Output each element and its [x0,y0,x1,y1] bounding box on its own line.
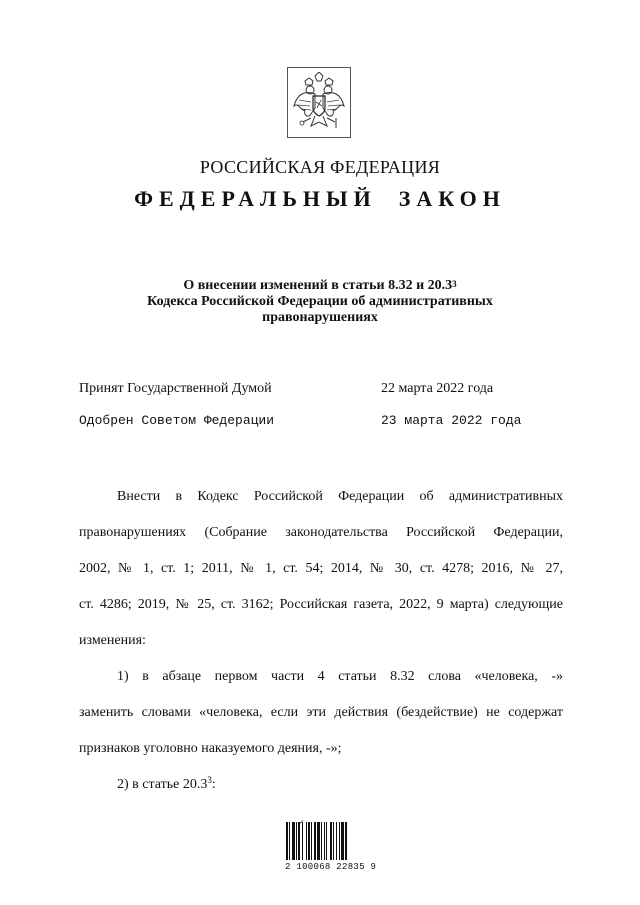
barcode-bar [289,822,290,860]
intro-line-1: Внести в Кодекс Российской Федерации об административных [117,489,563,504]
barcode-digits: 2 100068 22835 9 [285,862,377,872]
intro-line-2: правонарушениях (Собрание законодательства Российской Федерации, [79,525,563,540]
barcode-bar [345,822,347,860]
subject-line-2: Кодекса Российской Федерации об административных [147,294,493,309]
barcode-bar [341,822,344,860]
barcode-bar [330,822,332,860]
item2-line: 2) в статье 20.3$^3$: [117,775,216,792]
subject-superscript: 3 [452,279,457,289]
approved-date: 23 марта 2022 года [381,413,522,428]
item1-line-3: признаков уголовно наказуемого деяния, -»; [79,741,342,756]
subject-line-3: правонарушениях [262,310,378,325]
item2-superscript: 3 [207,775,212,785]
barcode-bar [339,822,340,860]
barcode-bar [333,822,334,860]
adopted-date: 22 марта 2022 года [381,381,494,396]
item1-line-1: 1) в абзаце первом части 4 статьи 8.32 слова «человека, -» [117,669,563,684]
barcode-bar [314,822,316,860]
barcode-bar [296,822,297,860]
barcode-bar [306,822,307,860]
item1-line-2: заменить словами «человека, если эти действия (бездействие) не содержат [79,705,563,720]
barcode-bar [321,822,322,860]
barcode-bar [326,822,327,860]
barcode-bar [302,822,303,860]
barcode-bar [317,822,320,860]
barcode-bar [286,822,288,860]
barcode-bar [336,822,337,860]
law-subject [100,278,540,326]
barcode-bar [308,822,310,860]
approved-label: Одобрен Советом Федерации [79,413,275,428]
law-title-word-2: ЗАКОН [398,186,506,211]
law-title-word-1: ФЕДЕРАЛЬНЫЙ [134,186,377,211]
barcode-bar [298,822,300,860]
barcode-icon [284,822,364,867]
barcode-bar [324,822,325,860]
subject-line-1: О внесении изменений в статьи 8.32 и 20.3$^3$ [183,278,457,293]
barcode-bar [311,822,312,860]
russian-coat-of-arms-icon [291,72,347,134]
barcode-graphic [284,822,364,862]
emblem-frame [287,67,351,138]
adopted-label: Принят Государственной Думой [79,381,272,396]
intro-line-3: 2002, № 1, ст. 1; 2011, № 1, ст. 54; 2014, № 30, ст. 4278; 2016, № 27, [79,561,563,576]
federation-heading: РОССИЙСКАЯ ФЕДЕРАЦИЯ [199,157,441,177]
barcode-bar [292,822,295,860]
intro-line-5: изменения: [79,633,146,648]
intro-line-4: ст. 4286; 2019, № 25, ст. 3162; Российская газета, 2022, 9 марта) следующие [79,597,563,612]
law-type-title [0,186,640,212]
